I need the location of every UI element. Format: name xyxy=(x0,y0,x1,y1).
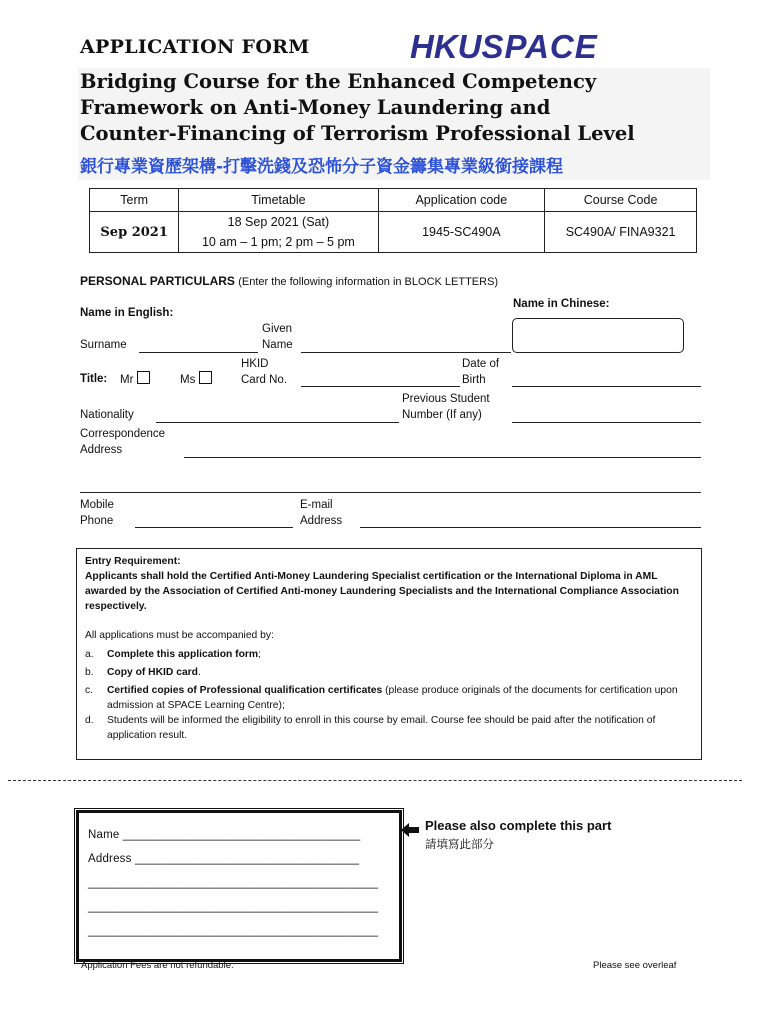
timetable-date: 18 Sep 2021 (Sat) xyxy=(227,215,330,229)
entry-requirement-box xyxy=(76,548,702,760)
given-name-label-2: Name xyxy=(262,339,293,351)
address-field-line-2[interactable] xyxy=(80,492,701,493)
timetable-time: 10 am – 1 pm; 2 pm – 5 pm xyxy=(201,235,355,249)
correspondence-label-1: Correspondence xyxy=(80,428,166,440)
requirement-item-d xyxy=(85,713,690,743)
hkid-label-1: HKID xyxy=(241,358,269,370)
dob-label-1: Date of xyxy=(462,358,500,370)
term-value: Sep 2021 xyxy=(90,212,179,253)
mr-checkbox[interactable] xyxy=(137,371,150,384)
title-label: Title: xyxy=(80,373,108,385)
dob-field[interactable] xyxy=(512,386,701,387)
dob-label-2: Birth xyxy=(462,374,486,386)
mobile-label-2: Phone xyxy=(80,515,114,527)
nationality-field[interactable] xyxy=(156,422,399,423)
item-c-marker: c. xyxy=(85,685,94,696)
mobile-label-1: Mobile xyxy=(80,499,114,511)
header-term: Term xyxy=(90,189,179,212)
slip-address-line-4[interactable]: ____________________________________________ xyxy=(88,925,379,937)
item-d-marker: d. xyxy=(85,715,94,726)
surname-label: Surname xyxy=(80,339,127,351)
email-label-2: Address xyxy=(300,515,343,527)
return-address-slip xyxy=(76,810,402,962)
course-title-banner xyxy=(78,68,710,180)
item-a-bold: Complete this application form xyxy=(107,649,259,660)
course-title-chinese: 銀行專業資歷架構-打擊洗錢及恐怖分子資金籌集專業級銜接課程 xyxy=(80,157,564,177)
form-title: APPLICATION FORM xyxy=(80,36,310,58)
name-in-english-label: Name in English: xyxy=(80,307,174,319)
course-table-header-row xyxy=(90,189,697,212)
item-d-rest: Students will be informed the eligibility to enroll in this course by email. Course fee should be paid after the notification of application result. xyxy=(107,715,656,741)
fees-not-refundable-note: Application Fees are not refundable. xyxy=(81,960,234,971)
hku-space-logo xyxy=(410,28,598,66)
requirement-item-c xyxy=(85,683,690,713)
item-c-bold: Certified copies of Professional qualification certificates xyxy=(107,685,383,696)
nationality-label: Nationality xyxy=(80,409,134,421)
header-course-code: Course Code xyxy=(545,189,697,212)
application-code-value: 1945-SC490A xyxy=(378,212,545,253)
cut-line-divider xyxy=(8,780,742,781)
see-overleaf-note: Please see overleaf xyxy=(593,960,677,971)
address-field-line-1[interactable] xyxy=(184,457,701,458)
logo-space: SPACE xyxy=(481,28,598,65)
course-table xyxy=(89,188,697,253)
accompany-text: All applications must be accompanied by: xyxy=(85,630,274,641)
email-field[interactable] xyxy=(360,527,701,528)
header-timetable: Timetable xyxy=(179,189,378,212)
title-ms-option[interactable] xyxy=(180,371,212,388)
logo-hku: HKU xyxy=(410,28,482,65)
item-c-rest: (please produce originals of the documents for certification upon admission at SPACE Learning Centre); xyxy=(107,685,678,711)
course-table-row xyxy=(90,212,697,253)
personal-particulars-note: (Enter the following information in BLOCK LETTERS) xyxy=(238,276,499,288)
hkid-field[interactable] xyxy=(301,386,460,387)
slip-address-line-2[interactable]: ____________________________________________ xyxy=(88,877,379,889)
slip-name-field[interactable]: Name ____________________________________ xyxy=(88,829,361,841)
complete-part-note: Please also complete this part xyxy=(425,818,612,833)
arrow-left-icon xyxy=(400,822,420,838)
slip-address-line-3[interactable]: ____________________________________________ xyxy=(88,901,379,913)
previous-student-field[interactable] xyxy=(512,422,701,423)
title-ms-label: Ms xyxy=(180,374,196,386)
requirement-item-a xyxy=(85,647,690,662)
item-b-rest: . xyxy=(197,667,201,678)
title-mr-label: Mr xyxy=(120,374,134,386)
slip-address-field[interactable]: Address __________________________________ xyxy=(88,853,360,865)
item-b-marker: b. xyxy=(85,667,94,678)
name-in-chinese-label: Name in Chinese: xyxy=(513,298,610,310)
given-name-label-1: Given xyxy=(262,323,293,335)
surname-field[interactable] xyxy=(139,352,258,353)
entry-requirement-text: Applicants shall hold the Certified Anti-Money Laundering Specialist certification or the International Diploma in AML awarded by the Association of Certified Anti-money Laundering Specialists and the International Compliance Association respectively. xyxy=(85,571,679,612)
hkid-label-2: Card No. xyxy=(241,374,288,386)
course-title-line-3: Counter-Financing of Terrorism Professional Level xyxy=(80,122,635,145)
ms-checkbox[interactable] xyxy=(199,371,212,384)
course-title-line-1: Bridging Course for the Enhanced Competency xyxy=(80,70,597,93)
requirement-item-b xyxy=(85,665,690,680)
given-name-field[interactable] xyxy=(301,352,511,353)
previous-student-label-1: Previous Student xyxy=(402,393,490,405)
item-a-rest: ; xyxy=(258,649,261,660)
name-in-chinese-field[interactable] xyxy=(512,318,684,353)
entry-requirement-heading: Entry Requirement: xyxy=(85,556,181,567)
correspondence-label-2: Address xyxy=(80,444,123,456)
personal-particulars-title: PERSONAL PARTICULARS xyxy=(80,274,235,288)
personal-particulars-heading xyxy=(80,273,498,290)
title-mr-option[interactable] xyxy=(120,371,150,388)
mobile-field[interactable] xyxy=(135,527,293,528)
timetable-value xyxy=(179,212,378,253)
course-code-value: SC490A/ FINA9321 xyxy=(545,212,697,253)
previous-student-label-2: Number (If any) xyxy=(402,409,482,421)
complete-part-note-chinese: 請填寫此部分 xyxy=(425,839,494,851)
item-b-bold: Copy of HKID card xyxy=(107,667,198,678)
email-label-1: E-mail xyxy=(300,499,333,511)
item-a-marker: a. xyxy=(85,649,94,660)
header-application-code: Application code xyxy=(378,189,545,212)
course-title-line-2: Framework on Anti-Money Laundering and xyxy=(80,96,551,119)
